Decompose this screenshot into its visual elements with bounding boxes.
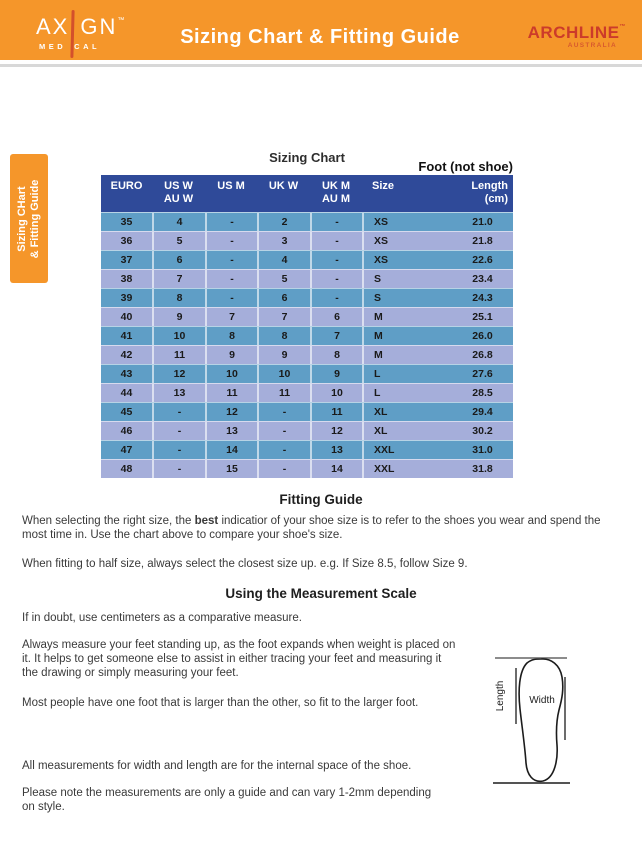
table-cell: 11 [205, 384, 257, 402]
table-cell: XXL [362, 441, 452, 459]
side-tab-label: Sizing CHart & Fitting Guide [16, 179, 41, 258]
column-header-size: Size [372, 180, 395, 192]
column-header-euro: EURO [110, 180, 143, 192]
table-cell: - [152, 441, 205, 459]
table-cell: 26.0 [472, 330, 493, 342]
header-bar [0, 0, 642, 60]
table-cell: 10 [205, 365, 257, 383]
table-row [101, 288, 513, 307]
table-cell: 12 [205, 403, 257, 421]
axign-gn: GN™ [80, 14, 125, 39]
table-cell: 3 [257, 232, 310, 250]
table-cell: 12 [152, 365, 205, 383]
table-cell: XS [362, 213, 452, 231]
table-row [101, 364, 513, 383]
table-cell: 8 [257, 327, 310, 345]
table-row [101, 345, 513, 364]
table-cell: - [310, 213, 362, 231]
archline-wordmark: ARCHLINE™ [527, 23, 626, 42]
table-cell: 6 [257, 289, 310, 307]
table-cell: 45 [120, 406, 133, 418]
table-cell: 26.8 [472, 349, 493, 361]
table-row [101, 307, 513, 326]
table-cell: XL [362, 403, 452, 421]
table-cell: 21.0 [472, 216, 493, 228]
column-header-uk-m: UK M AU M [321, 180, 351, 205]
table-cell: XL [362, 422, 452, 440]
table-row [101, 231, 513, 250]
table-cell: 31.0 [472, 444, 493, 456]
table-cell: 7 [257, 308, 310, 326]
foot-outline [519, 659, 563, 781]
table-row [101, 440, 513, 459]
table-cell: - [152, 422, 205, 440]
archline-subtitle: AUSTRALIA [567, 42, 617, 49]
table-cell: 39 [120, 292, 133, 304]
table-cell: 37 [120, 254, 133, 266]
table-cell: - [205, 289, 257, 307]
sizing-table [101, 175, 513, 478]
table-cell: 9 [205, 346, 257, 364]
table-cell: - [152, 460, 205, 478]
table-cell: 42 [120, 349, 133, 361]
table-cell: 10 [257, 365, 310, 383]
table-cell: 31.8 [472, 463, 493, 475]
table-cell: 14 [205, 441, 257, 459]
table-cell: 24.3 [472, 292, 493, 304]
table-row [101, 326, 513, 345]
axign-medical-wordmark [39, 42, 124, 51]
table-cell: 9 [310, 365, 362, 383]
table-cell: XXL [362, 460, 452, 478]
table-cell: 28.5 [472, 387, 493, 399]
table-cell: 41 [120, 330, 133, 342]
fitting-guide-paragraph-1: When selecting the right size, the best indicatior of your shoe size is to refer to the shoes you wear and spend the most time in. Use the chart above to compare your shoe's size. [22, 515, 601, 541]
table-cell: 7 [205, 308, 257, 326]
table-cell: - [205, 213, 257, 231]
table-cell: 9 [257, 346, 310, 364]
table-cell: 35 [120, 216, 133, 228]
fitting-guide-paragraph-2: When fitting to half size, always select the closest size up. e.g. If Size 8.5, follow Size 9. [22, 558, 468, 570]
table-cell: 47 [120, 444, 133, 456]
table-cell: 10 [310, 384, 362, 402]
table-cell: 4 [257, 251, 310, 269]
page-title: Sizing Chart & Fitting Guide [180, 26, 460, 48]
axign-cal: CAL [74, 42, 101, 51]
table-cell: 9 [152, 308, 205, 326]
table-cell: 40 [120, 311, 133, 323]
header-divider [0, 64, 642, 67]
column-header-us-m: US M [217, 180, 245, 192]
length-label: Length [495, 680, 506, 712]
measurement-paragraph-3: Most people have one foot that is larger than the other, so fit to the larger foot. [22, 697, 419, 709]
table-cell: 13 [152, 384, 205, 402]
table-cell: 36 [120, 235, 133, 247]
table-cell: 38 [120, 273, 133, 285]
table-row [101, 421, 513, 440]
axign-med: MED [39, 42, 67, 51]
table-cell: - [310, 289, 362, 307]
table-cell: 5 [257, 270, 310, 288]
table-row [101, 402, 513, 421]
table-cell: 8 [205, 327, 257, 345]
table-cell: XS [362, 251, 452, 269]
table-cell: 11 [257, 384, 310, 402]
table-cell: 6 [310, 308, 362, 326]
table-cell: 8 [152, 289, 205, 307]
archline-logo [528, 24, 626, 49]
table-row [101, 269, 513, 288]
table-cell: 2 [257, 213, 310, 231]
table-cell: - [257, 441, 310, 459]
table-cell: 14 [310, 460, 362, 478]
column-header-uk-w: UK W [268, 180, 299, 192]
table-cell: M [362, 308, 452, 326]
foot-measurement-diagram [486, 646, 638, 792]
axign-wordmark [36, 15, 124, 39]
table-cell: 43 [120, 368, 133, 380]
table-cell: - [310, 270, 362, 288]
table-cell: - [205, 232, 257, 250]
bold-word: best [194, 515, 219, 527]
table-cell: 48 [120, 463, 133, 475]
table-cell: 21.8 [472, 235, 493, 247]
table-cell: 6 [152, 251, 205, 269]
table-cell: 7 [310, 327, 362, 345]
table-cell: 12 [310, 422, 362, 440]
table-cell: 7 [152, 270, 205, 288]
table-cell: 22.6 [472, 254, 493, 266]
table-cell: L [362, 365, 452, 383]
trademark-symbol: ™ [619, 24, 626, 30]
table-cell: S [362, 270, 452, 288]
table-cell: 13 [205, 422, 257, 440]
table-cell: - [310, 232, 362, 250]
sizing-table-body [101, 212, 513, 478]
table-cell: 23.4 [472, 273, 493, 285]
table-cell: 11 [152, 346, 205, 364]
table-cell: 15 [205, 460, 257, 478]
measurement-paragraph-2: Always measure your feet standing up, as the foot expands when weight is placed on it. It helps to get someone else to assist in either tracing your feet and measuring it the drawing or simply measuring your feet. [22, 639, 456, 679]
side-tab-sizing-chart [10, 154, 48, 283]
foot-not-shoe-label: Foot (not shoe) [418, 159, 513, 174]
table-cell: M [362, 327, 452, 345]
table-cell: 10 [152, 327, 205, 345]
table-cell: 8 [310, 346, 362, 364]
table-cell: - [205, 251, 257, 269]
table-cell: 11 [310, 403, 362, 421]
table-row [101, 212, 513, 231]
axign-ax: AX [36, 14, 70, 39]
measurement-paragraph-4: All measurements for width and length are for the internal space of the shoe. [22, 760, 412, 772]
table-cell: - [257, 422, 310, 440]
table-cell: XS [362, 232, 452, 250]
width-label: Width [529, 695, 555, 706]
sizing-chart-title: Sizing Chart [269, 150, 345, 165]
table-cell: - [152, 403, 205, 421]
table-cell: 29.4 [472, 406, 493, 418]
table-cell: 27.6 [472, 368, 493, 380]
fitting-guide-heading: Fitting Guide [279, 492, 363, 507]
table-cell: 13 [310, 441, 362, 459]
table-cell: - [310, 251, 362, 269]
measurement-scale-heading: Using the Measurement Scale [225, 586, 417, 601]
table-cell: 46 [120, 425, 133, 437]
trademark-symbol: ™ [117, 17, 125, 24]
table-cell: 5 [152, 232, 205, 250]
table-cell: - [257, 460, 310, 478]
table-cell: 30.2 [472, 425, 493, 437]
table-cell: 4 [152, 213, 205, 231]
table-row [101, 459, 513, 478]
measurement-paragraph-5: Please note the measurements are only a guide and can vary 1-2mm depending on style. [22, 787, 432, 813]
column-header-length: Length (cm) [471, 180, 508, 205]
table-row [101, 250, 513, 269]
table-row [101, 383, 513, 402]
table-cell: L [362, 384, 452, 402]
measurement-paragraph-1: If in doubt, use centimeters as a comparative measure. [22, 612, 302, 624]
table-cell: S [362, 289, 452, 307]
table-cell: 25.1 [472, 311, 493, 323]
column-header-us-w: US W AU W [163, 180, 194, 205]
table-cell: M [362, 346, 452, 364]
axign-logo [36, 15, 124, 51]
table-cell: - [257, 403, 310, 421]
table-cell: - [205, 270, 257, 288]
table-cell: 44 [120, 387, 133, 399]
table-header-row [101, 175, 513, 212]
